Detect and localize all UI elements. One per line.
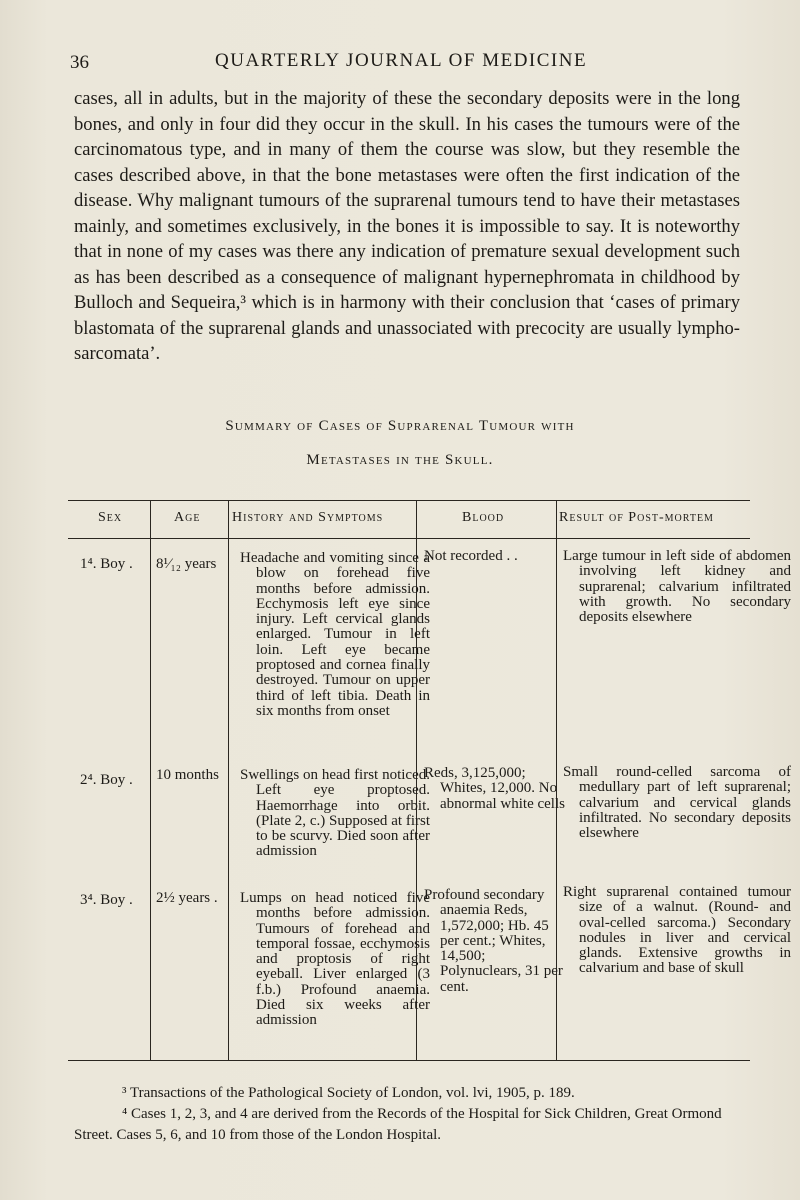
table-caption-line1: Summary of Cases of Suprarenal Tumour with xyxy=(225,418,575,434)
footnote-3: ³ Transactions of the Pathological Society of London, vol. lvi, 1905, p. 189. xyxy=(122,1085,575,1101)
row1-history: Headache and vomiting since a blow on forehead five months before admission. Ecchymosis left eye since injury. Left cervical glands enlarged. Tumour in left loin. Left eye became proptosed and cornea finally destroyed. Tumour on upper third of left tibia. Death in six months from onset xyxy=(240,550,430,719)
column-divider xyxy=(150,500,151,1060)
table-header-rule xyxy=(68,538,750,539)
footnote-4: ⁴ Cases 1, 2, 3, and 4 are derived from the Records of the Hospital for Sick Children, Great Ormond Street. Cases 5, 6, and 10 from those of the London Hospital. xyxy=(74,1106,722,1143)
row3-history: Lumps on head noticed five months before admission. Tumours of forehead and temporal fossae, ecchymosis and proptosis of right eyeball. Liver enlarged (3 f.b.) Profound anaemia. Died six weeks after admission xyxy=(240,890,430,1029)
column-header-blood: Blood xyxy=(462,510,505,525)
row2-sex: 2⁴. Boy . xyxy=(80,772,133,788)
row1-post-mortem: Large tumour in left side of abdomen involving left kidney and suprarenal; calvarium infiltrated with growth. No secondary deposits elsewhere xyxy=(563,548,791,626)
running-head xyxy=(70,50,750,80)
body-paragraph: cases, all in adults, but in the majority of these the secondary deposits were in the long bones, and only in four did they occur in the skull. In his cases the tumours were of the carcinomatous type, and in many of them the course was slow, but they resemble the cases described above, in that the bone metastases were often the first indication of the disease. Why malignant tumours of the suprarenal tumours tend to have their metastases mainly, and sometimes exclusively, in the bones it is impossible to say. It is noteworthy that in none of my cases was there any indication of premature sexual development such as has been described as a consequence of malignant hypernephromata in childhood by Bulloch and Sequeira,³ which is in harmony with their conclusion that ‘cases of primary blastomata of the suprarenal glands and unassociated with precocity are usually lympho-sarcomata’. xyxy=(74,88,740,364)
row1-sex: 1⁴. Boy . xyxy=(80,556,133,572)
table-top-rule xyxy=(68,500,750,501)
table-bottom-rule xyxy=(68,1060,750,1061)
row3-post-mortem: Right suprarenal contained tumour size of a walnut. (Round- and oval-celled sarcoma.) Secondary nodules in liver and cervical glands. Extensive growths in calvarium and base of skull xyxy=(563,884,791,977)
column-header-sex: Sex xyxy=(98,510,123,525)
column-header-age: Age xyxy=(174,510,201,525)
column-header-post-mortem: Result of Post-mortem xyxy=(559,510,714,525)
row2-post-mortem: Small round-celled sarcoma of medullary part of left suprarenal; calvarium and cervical glands infiltrated. No secondary deposits elsewhere xyxy=(563,764,791,842)
row3-blood: Profound secondary anaemia Reds, 1,572,000; Hb. 45 per cent.; Whites, 14,500; Polynuclears, 31 per cent. xyxy=(424,887,563,995)
footnotes xyxy=(74,1083,754,1146)
table-caption-line2: Metastases in the Skull. xyxy=(306,452,494,468)
column-header-history: History and Symptoms xyxy=(232,510,384,525)
row2-blood: Reds, 3,125,000; Whites, 12,000. No abnormal white cells xyxy=(424,765,565,812)
row2-history: Swellings on head first noticed. Left eye proptosed. Haemorrhage into orbit. (Plate 2, c.) Supposed at first to be scurvy. Died soon after admission xyxy=(240,767,430,860)
row1-age: 8¹⁄₁₂ years xyxy=(156,556,217,572)
journal-title: QUARTERLY JOURNAL OF MEDICINE xyxy=(215,50,588,71)
row3-sex: 3⁴. Boy . xyxy=(80,892,133,908)
page-number: 36 xyxy=(70,52,89,73)
column-divider xyxy=(228,500,229,1060)
row1-blood: Not recorded . . xyxy=(424,548,518,564)
row3-age: 2½ years . xyxy=(156,890,218,906)
row2-age: 10 months xyxy=(156,767,219,783)
